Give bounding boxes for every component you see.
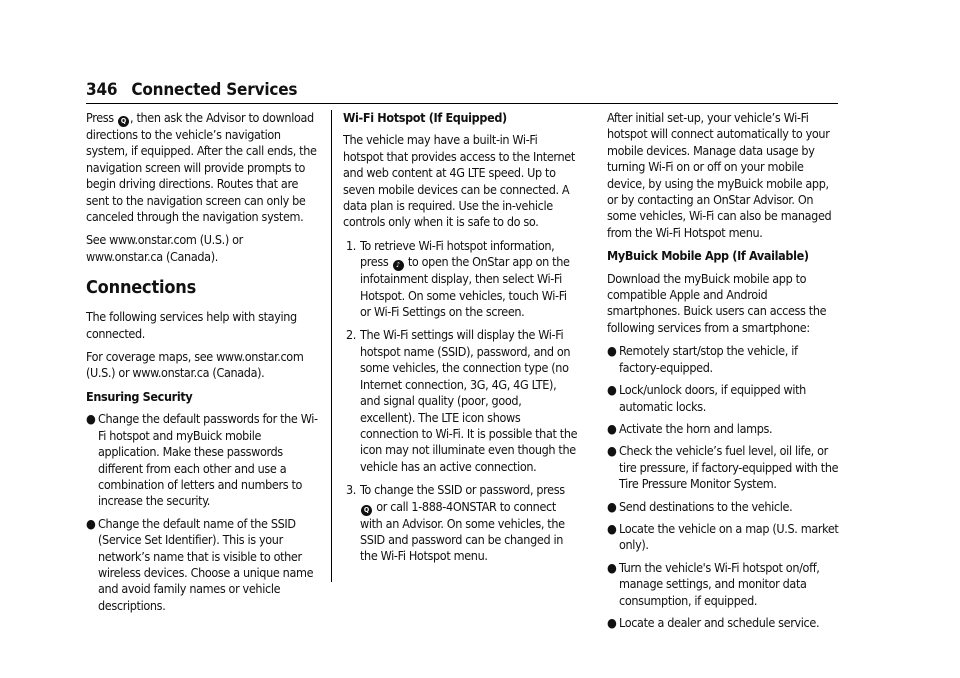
paragraph-see-onstar: See www.onstar.com (U.S.) or www.onstar.ca (Canada). bbox=[86, 232, 243, 264]
bullet-icon: ● bbox=[86, 515, 96, 531]
bullet-icon: ● bbox=[607, 343, 617, 359]
list-item: ● Change the default passwords for the Wi-Fi hotspot and myBuick mobile application. Make these passwords different from each other and use a combination of letters and numbers to increase the security. bbox=[86, 411, 318, 509]
app-button-icon: ♪ bbox=[393, 260, 404, 271]
bullet-icon: ● bbox=[607, 420, 617, 436]
bullet-icon: ● bbox=[607, 614, 617, 630]
column-separator bbox=[331, 110, 332, 582]
column-3 bbox=[607, 110, 839, 637]
section-title: Connected Services bbox=[131, 80, 298, 100]
security-list bbox=[86, 411, 322, 614]
paragraph-download-directions: Press Q , then ask the Advisor to download directions to the vehicle’s navigation system, if equipped. After the call ends, the navigation screen will provide prompts to begin driving directions. Routes that are sent to the navigation screen can only be canceled through the navigation system. bbox=[86, 110, 317, 225]
paragraph-wifi-intro: The vehicle may have a built-in Wi-Fi hotspot that provides access to the Internet and web content at 4G LTE speed. Up to seven mobile devices can be connected. A data plan is required. Use the in-vehicle controls only when it is safe to do so. bbox=[343, 132, 575, 230]
app-features-list bbox=[607, 343, 839, 631]
ensuring-security-heading: Ensuring Security bbox=[86, 388, 193, 404]
page-header bbox=[86, 80, 297, 100]
mybuick-app-heading: MyBuick Mobile App (If Available) bbox=[607, 248, 809, 264]
bullet-icon: ● bbox=[607, 559, 617, 575]
list-item: ● Lock/unlock doors, if equipped with automatic locks. bbox=[607, 382, 806, 414]
list-item: ● Remotely start/stop the vehicle, if factory-equipped. bbox=[607, 343, 798, 375]
list-item: ● Check the vehicle’s fuel level, oil life, or tire pressure, if factory-equipped with the Tire Pressure Monitor System. bbox=[607, 443, 839, 492]
bullet-icon: ● bbox=[607, 382, 617, 398]
list-item: ● Activate the horn and lamps. bbox=[607, 420, 773, 436]
list-item: ● Change the default name of the SSID (Service Set Identifier). This is your network’s name that is visible to other wireless devices. Choose a unique name and avoid family names or vehicle descriptions. bbox=[86, 515, 314, 613]
column-1 bbox=[86, 110, 322, 620]
list-item: ● Turn the vehicle's Wi-Fi hotspot on/off, manage settings, and monitor data consumption, if equipped. bbox=[607, 559, 820, 608]
onstar-button-icon: Q bbox=[361, 505, 372, 516]
list-item: 3. To change the SSID or password, press Q or call 1-888-4ONSTAR to connect with an Advisor. On some vehicles, the SSID and password can be changed in the Wi-Fi Hotspot menu. bbox=[346, 482, 565, 564]
connections-heading: Connections bbox=[86, 277, 197, 299]
page-number: 346 bbox=[86, 80, 118, 100]
list-item: 1. To retrieve Wi-Fi hotspot information, press ♪ to open the OnStar app on the infotainment display, then select Wi-Fi Hotspot. On some vehicles, touch Wi-Fi or Wi-Fi Settings on the screen. bbox=[346, 237, 570, 320]
list-item: ● Locate the vehicle on a map (U.S. market only). bbox=[607, 520, 839, 553]
paragraph-coverage-maps: For coverage maps, see www.onstar.com (U.S.) or www.onstar.ca (Canada). bbox=[86, 349, 304, 381]
paragraph-after-setup: After initial set-up, your vehicle’s Wi-Fi hotspot will connect automatically to your mobile devices. Manage data usage by turning Wi-Fi on or off on your mobile device, by using the myBuick mobile app, or by contacting an OnStar Advisor. On some vehicles, Wi-Fi can also be managed from the Wi-Fi Hotspot menu. bbox=[607, 110, 832, 240]
list-item: ● Send destinations to the vehicle. bbox=[607, 498, 793, 514]
bullet-icon: ● bbox=[607, 443, 617, 459]
paragraph-services-intro: The following services help with staying connected. bbox=[86, 309, 297, 341]
header-rule bbox=[86, 103, 838, 104]
list-item: ● Locate a dealer and schedule service. bbox=[607, 614, 820, 630]
bullet-icon: ● bbox=[607, 498, 617, 514]
paragraph-download-app: Download the myBuick mobile app to compatible Apple and Android smartphones. Buick users can access the following services from a smartphone: bbox=[607, 270, 827, 335]
column-2 bbox=[343, 110, 579, 572]
bullet-icon: ● bbox=[86, 411, 96, 427]
wifi-hotspot-heading: Wi-Fi Hotspot (If Equipped) bbox=[343, 110, 507, 125]
list-item: 2. The Wi-Fi settings will display the Wi-Fi hotspot name (SSID), password, and on some vehicles, the connection type (no Internet connection, 3G, 4G, 4G LTE), and signal quality (poor, good, excellent). The LTE icon shows connection to Wi-Fi. It is possible that the icon may not illuminate even though the vehicle has an active connection. bbox=[346, 327, 578, 474]
bullet-icon: ● bbox=[607, 520, 617, 536]
onstar-button-icon: Q bbox=[118, 116, 129, 127]
wifi-steps-list bbox=[343, 238, 579, 565]
